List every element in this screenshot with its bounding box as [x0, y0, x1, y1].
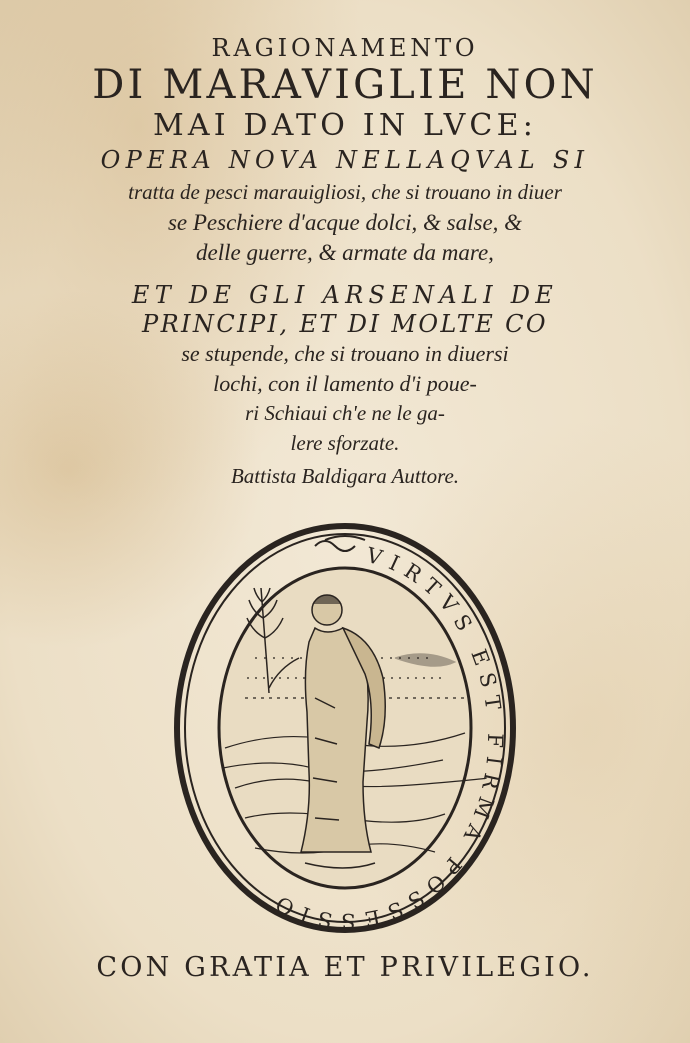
subtitle-line-1: tratta de pesci marauigliosi, che si trouano in diuer — [128, 180, 562, 204]
printers-device-emblem — [165, 518, 525, 938]
scroll-ornament — [315, 536, 365, 551]
subtitle-line-9: lere sforzate. — [290, 431, 400, 455]
title-line-3: MAI DATO IN LVCE: — [152, 108, 537, 143]
emblem-motto: VIRTVS EST FIRMA POSSESSIO — [264, 542, 508, 934]
subtitle-line-2: se Peschiere d'acque dolci, & salse, & — [167, 210, 523, 235]
subtitle-line-5: PRINCIPI, ET DI MOLTE CO — [142, 310, 548, 338]
subtitle-line-7: lochi, con il lamento d'i poue- — [213, 371, 477, 396]
imprint-line: CON GRATIA ET PRIVILEGIO. — [96, 952, 594, 983]
subtitle-line-4: ET DE GLI ARSENALI DE — [131, 281, 559, 309]
title-line-1: RAGIONAMENTO — [211, 34, 479, 62]
title-line-4: OPERA NOVA NELLAQVAL SI — [100, 146, 590, 174]
subtitle-line-6: se stupende, che si trouano in diuersi — [181, 341, 509, 366]
author-line: Battista Baldigara Auttore. — [230, 464, 460, 488]
subtitle-line-8: ri Schiaui ch'e ne le ga- — [245, 401, 445, 425]
title-line-2: DI MARAVIGLIE NON — [92, 62, 598, 108]
subtitle-line-3: delle guerre, & armate da mare, — [196, 240, 494, 265]
